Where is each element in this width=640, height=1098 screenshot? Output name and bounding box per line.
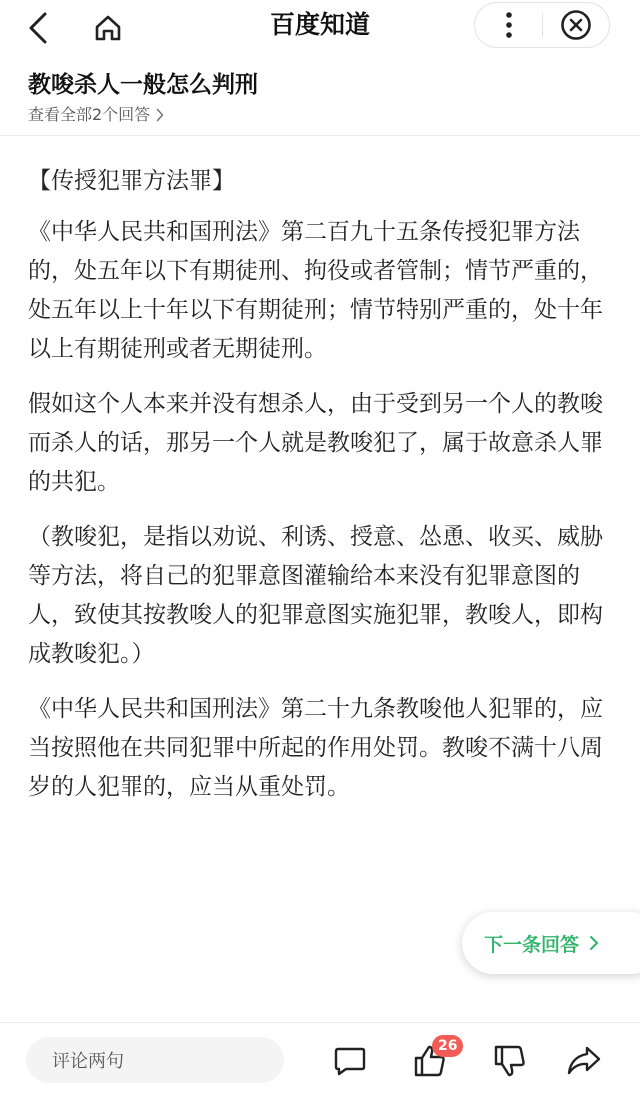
share-button[interactable] [564, 1041, 604, 1081]
bottom-action-bar [0, 1022, 640, 1098]
chevron-right-icon [589, 935, 599, 951]
app-title: 百度知道 [269, 10, 370, 39]
chevron-right-icon [156, 108, 164, 122]
next-answer-label: 下一条回答 [484, 933, 580, 956]
answer-paragraph: 假如这个人本来并没有想杀人，由于受到另一个人的教唆而杀人的话，那另一个人就是教唆犯了，属于故意杀人罪的共犯。 [28, 391, 603, 495]
share-arrow-icon [566, 1045, 602, 1077]
answer-paragraph: 【传授犯罪方法罪】 [28, 168, 235, 194]
home-button[interactable] [88, 8, 128, 48]
like-count-badge: 26 [432, 1035, 463, 1057]
chevron-left-icon [26, 11, 50, 45]
thumbs-down-icon [493, 1044, 527, 1078]
mini-program-capsule [474, 2, 610, 48]
close-button[interactable] [543, 3, 609, 47]
home-icon [93, 13, 123, 43]
more-vertical-icon [504, 11, 514, 39]
close-circle-icon [560, 9, 592, 41]
comment-button[interactable] [330, 1041, 370, 1081]
question-header [0, 58, 640, 136]
comment-icon [333, 1045, 367, 1077]
comment-input[interactable]: 评论两句 [26, 1037, 284, 1083]
answer-paragraph: 《中华人民共和国刑法》第二百九十五条传授犯罪方法的，处五年以下有期徒刑、拘役或者管制；情节严重的，处五年以上十年以下有期徒刑；情节特别严重的，处十年以上有期徒刑或者无期徒刑。 [28, 219, 603, 362]
view-all-answers-link[interactable] [28, 104, 164, 126]
top-bar [0, 0, 640, 52]
next-answer-button[interactable] [462, 912, 640, 974]
question-title: 教唆杀人一般怎么判刑 [28, 72, 258, 98]
answer-content [28, 162, 618, 823]
answer-paragraph: 《中华人民共和国刑法》第二十九条教唆他人犯罪的，应当按照他在共同犯罪中所起的作用处罚。教唆不满十八周岁的人犯罪的，应当从重处罚。 [28, 696, 603, 800]
more-button[interactable] [475, 3, 542, 47]
view-all-answers-label: 查看全部2个回答 [28, 105, 151, 124]
dislike-button[interactable] [490, 1041, 530, 1081]
answer-paragraph: （教唆犯，是指以劝说、利诱、授意、怂恿、收买、威胁等方法，将自己的犯罪意图灌输给本来没有犯罪意图的人，致使其按教唆人的犯罪意图实施犯罪，教唆人，即构成教唆犯。） [28, 524, 603, 667]
back-button[interactable] [18, 8, 58, 48]
